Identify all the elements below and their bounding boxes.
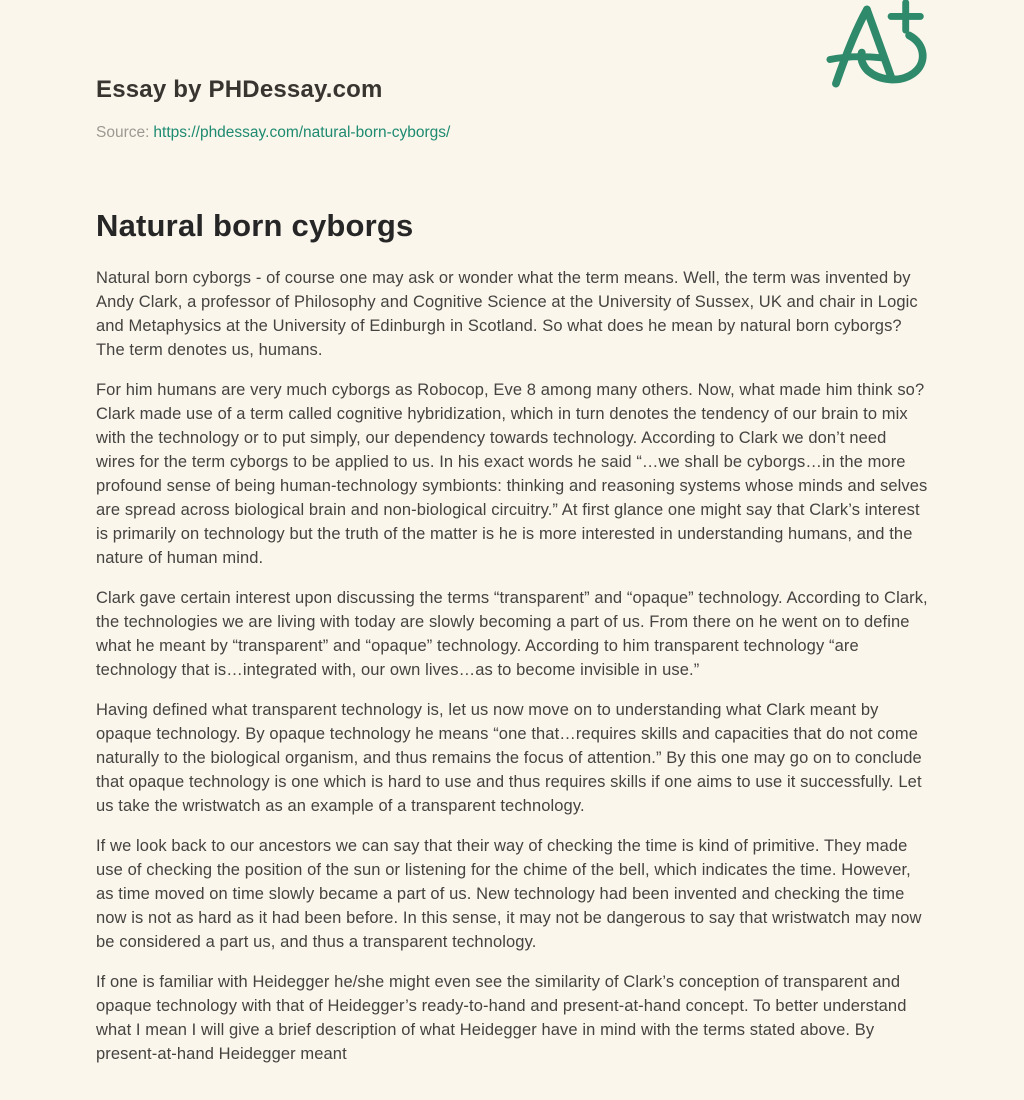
essay-paragraph-4: Having defined what transparent technology is, let us now move on to understanding what Clark meant by opaque technology. By opaque technology he means “one that…requires skills and capacities that do not come naturally to the biological organism, and thus remains the focus of attention.” By this one may go on to conclude that opaque technology is one which is hard to use and thus requires skills if one aims to use it successfully. Let us take the wristwatch as an example of a transparent technology. [96, 701, 922, 815]
essay-paragraph-2: For him humans are very much cyborgs as Robocop, Eve 8 among many others. Now, what made him think so? Clark made use of a term called cognitive hybridization, which in turn denotes the tendency of our brain to mix with the technology or to put simply, our dependency towards technology. According to Clark we don’t need wires for the term cyborgs to be applied to us. In his exact words he said “…we shall be cyborgs…in the more profound sense of being human-technology symbionts: thinking and reasoning systems whose minds and selves are spread across biological brain and non-biological circuitry.” At first glance one might say that Clark’s interest is primarily on technology but the truth of the matter is he is more interested in understanding humans, and the nature of human mind. [96, 381, 928, 567]
source-label: Source: [96, 124, 150, 141]
essay-paragraph-3: Clark gave certain interest upon discussing the terms “transparent” and “opaque” technology. According to Clark, the technologies we are living with today are slowly becoming a part of us. From there on he went on to define what he meant by “transparent” and “opaque” technology. According to him transparent technology “are technology that is…integrated with, our own lives…as to become invisible in use.” [96, 589, 928, 679]
essay-paragraph-5: If we look back to our ancestors we can say that their way of checking the time is kind of primitive. They made use of checking the position of the sun or listening for the chime of the bell, which indicates the time. However, as time moved on time slowly became a part of us. New technology had been invented and checking the time now is not as hard as it had been before. In this sense, it may not be dangerous to say that wristwatch may now be considered a part us, and thus a transparent technology. [96, 837, 922, 951]
page-header [96, 76, 928, 143]
page-title: Natural born cyborgs [96, 208, 414, 243]
essay-paragraph-6: If one is familiar with Heidegger he/she might even see the similarity of Clark’s conception of transparent and opaque technology with that of Heidegger’s ready-to-hand and present-at-hand concept. To better understand what I mean I will give a brief description of what Heidegger have in mind with the terms stated above. By present-at-hand Heidegger meant [96, 973, 907, 1063]
page-container [96, 0, 928, 1066]
source-row [96, 123, 928, 143]
essay-paragraph-1: Natural born cyborgs - of course one may ask or wonder what the term means. Well, the term was invented by Andy Clark, a professor of Philosophy and Cognitive Science at the University of Sussex, UK and chair in Logic and Metaphysics at the University of Edinburgh in Scotland. So what does he mean by natural born cyborgs? The term denotes us, humans. [96, 269, 918, 359]
phdessay-a-plus-logo-icon [823, 0, 935, 92]
essay-byline: Essay by PHDessay.com [96, 76, 383, 103]
essay-body [96, 266, 928, 1066]
source-link[interactable]: https://phdessay.com/natural-born-cyborgs/ [153, 124, 451, 141]
